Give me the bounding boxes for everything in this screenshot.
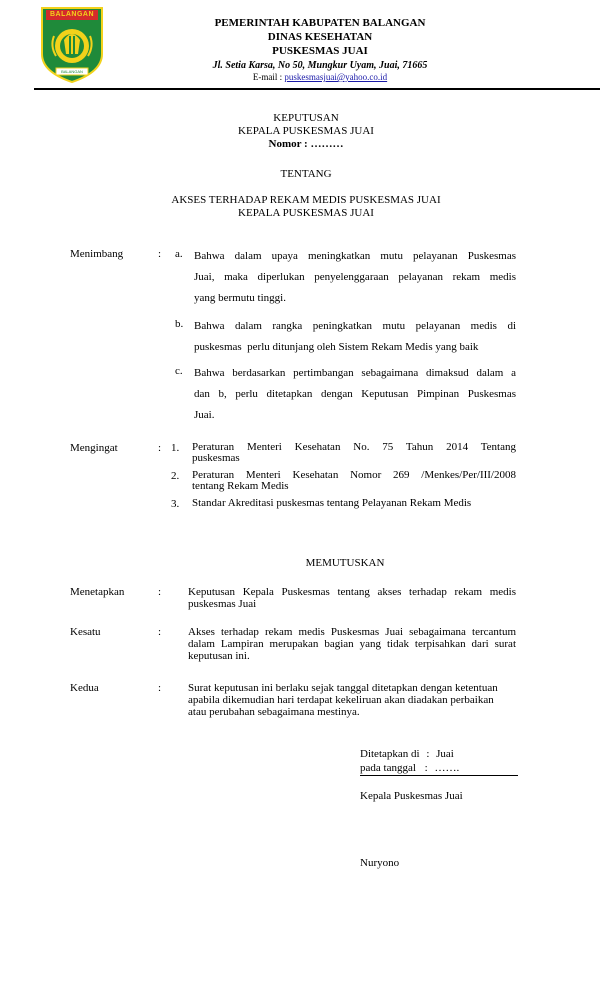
tentang-heading: TENTANG bbox=[280, 168, 332, 180]
text-line: Standar Akreditasi puskesmas tentang Pelayanan Rekam Medis bbox=[192, 497, 472, 509]
text-line: Keputusan Kepala Puskesmas tentang akses terhadap rekam medis bbox=[188, 586, 516, 598]
header-line-3: PUSKESMAS JUAI bbox=[272, 45, 368, 57]
text-line: atau perubahan sebagaimana mestinya. bbox=[188, 706, 360, 718]
text-line: Surat keputusan ini berlaku sejak tanggal ditetapkan dengan ketentuan bbox=[188, 682, 498, 694]
ditetapkan-value: Juai bbox=[436, 748, 454, 760]
header-email-line bbox=[140, 71, 500, 83]
tanggal-value: ……. bbox=[434, 762, 460, 774]
logo-bottom-text: BALANGAN bbox=[61, 69, 83, 74]
menimbang-a-text bbox=[194, 246, 516, 309]
header-divider bbox=[34, 88, 600, 90]
text-line: puskesmas bbox=[192, 452, 240, 464]
text-line: Bahwa dalam upaya meningkatkan mutu pelayanan Puskesmas bbox=[194, 250, 516, 262]
ditetapkan-row bbox=[360, 748, 454, 761]
mengingat-1-marker: 1. bbox=[171, 442, 180, 454]
kedua-label: Kedua bbox=[70, 682, 99, 694]
text-line: yang bermutu tinggi. bbox=[194, 292, 286, 304]
menimbang-label: Menimbang bbox=[70, 248, 124, 260]
header-email-label: E-mail : bbox=[252, 72, 285, 82]
text-line: tentang Rekam Medis bbox=[192, 480, 289, 492]
text-line: Peraturan Menteri Kesehatan No. 75 Tahun 2014 Tentang bbox=[192, 441, 516, 453]
ditetapkan-label: Ditetapkan di bbox=[360, 748, 420, 760]
mengingat-colon: : bbox=[158, 442, 162, 454]
ditetapkan-separator: : bbox=[426, 748, 430, 760]
signatory-name: Nuryono bbox=[360, 857, 400, 869]
decree-subtitle: KEPALA PUSKESMAS JUAI bbox=[238, 125, 374, 137]
mengingat-3-marker: 3. bbox=[171, 498, 180, 510]
menimbang-b-marker: b. bbox=[175, 318, 184, 330]
mengingat-label: Mengingat bbox=[70, 442, 118, 454]
mengingat-2-marker: 2. bbox=[171, 470, 180, 482]
text-line: keputusan ini. bbox=[188, 650, 250, 662]
menimbang-b-text bbox=[194, 316, 516, 358]
menimbang-a-marker: a. bbox=[175, 248, 183, 260]
kesatu-text bbox=[188, 626, 516, 662]
tanggal-row bbox=[360, 762, 459, 775]
signature-date-underline bbox=[360, 775, 518, 776]
menimbang-c-marker: c. bbox=[175, 365, 183, 377]
text-line: apabila dikemudian hari terdapat kekeliruan akan diadakan perbaikan bbox=[188, 694, 494, 706]
email-link[interactable]: puskesmasjuai@yahoo.co.id bbox=[284, 72, 388, 82]
text-line: Bahwa berdasarkan pertimbangan sebagaimana dimaksud dalam a bbox=[194, 367, 516, 379]
text-line: puskesmas perlu ditunjang oleh Sistem Rekam Medis yang baik bbox=[194, 341, 479, 353]
text-line: dan b, perlu ditetapkan dengan Keputusan Pimpinan Puskesmas bbox=[194, 388, 516, 400]
kesatu-colon: : bbox=[158, 626, 162, 638]
kesatu-label: Kesatu bbox=[70, 626, 101, 638]
mengingat-2-text bbox=[192, 470, 516, 492]
header-line-2: DINAS KESEHATAN bbox=[267, 31, 373, 43]
menetapkan-label: Menetapkan bbox=[70, 586, 125, 598]
menimbang-c-text bbox=[194, 363, 516, 426]
decree-number: Nomor : ……… bbox=[268, 138, 344, 150]
text-line: Peraturan Menteri Kesehatan Nomor 269 /Menkes/Per/III/2008 bbox=[192, 469, 516, 481]
memutuskan-heading: MEMUTUSKAN bbox=[305, 557, 385, 569]
menetapkan-colon: : bbox=[158, 586, 162, 598]
text-line: puskesmas Juai bbox=[188, 598, 257, 610]
kedua-text bbox=[188, 682, 516, 718]
menimbang-colon: : bbox=[158, 248, 162, 260]
logo bbox=[40, 6, 104, 84]
text-line: Juai, maka diperlukan penyelenggaraan pelayanan rekam medis bbox=[194, 271, 516, 283]
text-line: Akses terhadap rekam medis Puskesmas Juai sebagaimana tercantum bbox=[188, 626, 516, 638]
text-line: Bahwa dalam rangka peningkatkan mutu pelayanan medis di bbox=[194, 320, 516, 332]
text-line: Juai. bbox=[194, 409, 215, 421]
decree-title: KEPUTUSAN bbox=[273, 112, 339, 124]
mengingat-1-text bbox=[192, 442, 516, 464]
tanggal-separator: : bbox=[424, 762, 428, 774]
kedua-colon: : bbox=[158, 682, 162, 694]
logo-top-text: BALANGAN bbox=[49, 11, 95, 18]
signatory-position: Kepala Puskesmas Juai bbox=[360, 790, 463, 802]
tanggal-label: pada tanggal bbox=[360, 762, 416, 774]
subject-line-2: KEPALA PUSKESMAS JUAI bbox=[238, 207, 374, 219]
header-address: Jl. Setia Karsa, No 50, Mungkur Uyam, Juai, 71665 bbox=[212, 60, 428, 71]
mengingat-3-text bbox=[192, 498, 516, 509]
text-line: dalam Lampiran merupakan bagian yang tidak terpisahkan dari surat bbox=[188, 638, 516, 650]
header-line-1: PEMERINTAH KABUPATEN BALANGAN bbox=[214, 17, 426, 29]
subject-line-1: AKSES TERHADAP REKAM MEDIS PUSKESMAS JUAI bbox=[171, 194, 441, 206]
menetapkan-text bbox=[188, 586, 516, 610]
